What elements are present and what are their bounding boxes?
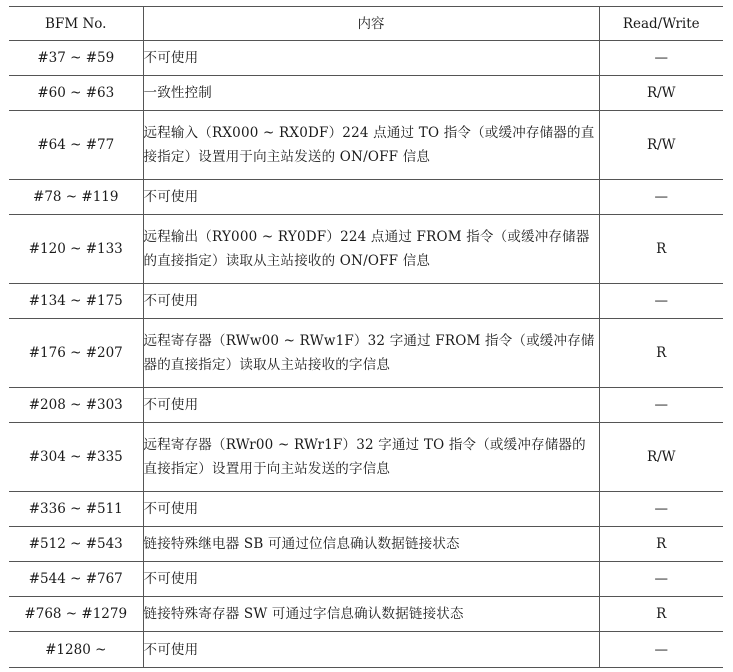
content-cell: 一致性控制 — [143, 76, 599, 111]
read-write-cell: R/W — [599, 111, 723, 180]
bfm-number-cell: #60 ~ #63 — [9, 76, 143, 111]
read-write-cell: R — [599, 319, 723, 388]
content-cell: 不可使用 — [143, 388, 599, 423]
content-cell: 远程输入（RX000 ~ RX0DF）224 点通过 TO 指令（或缓冲存储器的直接指定）设置用于向主站发送的 ON/OFF 信息 — [143, 111, 599, 180]
bfm-number-cell: #1280 ~ — [9, 632, 143, 668]
read-write-cell: R — [599, 215, 723, 284]
bfm-number-cell: #208 ~ #303 — [9, 388, 143, 423]
bfm-number-cell: #64 ~ #77 — [9, 111, 143, 180]
bfm-number-cell: #37 ~ #59 — [9, 41, 143, 76]
read-write-cell: — — [599, 41, 723, 76]
table-row — [9, 423, 723, 492]
table-row — [9, 492, 723, 527]
bfm-number-cell: #176 ~ #207 — [9, 319, 143, 388]
content-cell: 远程寄存器（RWw00 ~ RWw1F）32 字通过 FROM 指令（或缓冲存储器的直接指定）读取从主站接收的字信息 — [143, 319, 599, 388]
bfm-number-cell: #544 ~ #767 — [9, 562, 143, 597]
content-cell: 不可使用 — [143, 492, 599, 527]
table-row — [9, 527, 723, 562]
table-row — [9, 284, 723, 319]
read-write-cell: R/W — [599, 423, 723, 492]
header-bfm-no: BFM No. — [9, 7, 143, 41]
bfm-number-cell: #512 ~ #543 — [9, 527, 143, 562]
table-row — [9, 562, 723, 597]
table-row — [9, 632, 723, 668]
table-row — [9, 111, 723, 180]
content-cell: 链接特殊继电器 SB 可通过位信息确认数据链接状态 — [143, 527, 599, 562]
read-write-cell: R — [599, 527, 723, 562]
bfm-number-cell: #336 ~ #511 — [9, 492, 143, 527]
table-row — [9, 215, 723, 284]
bfm-number-cell: #78 ~ #119 — [9, 180, 143, 215]
read-write-cell: — — [599, 562, 723, 597]
content-cell: 不可使用 — [143, 180, 599, 215]
content-cell: 远程输出（RY000 ~ RY0DF）224 点通过 FROM 指令（或缓冲存储器的直接指定）读取从主站接收的 ON/OFF 信息 — [143, 215, 599, 284]
header-content: 内容 — [143, 7, 599, 41]
read-write-cell: — — [599, 492, 723, 527]
content-cell: 链接特殊寄存器 SW 可通过字信息确认数据链接状态 — [143, 597, 599, 632]
read-write-cell: — — [599, 180, 723, 215]
table-row — [9, 388, 723, 423]
content-cell: 不可使用 — [143, 41, 599, 76]
read-write-cell: — — [599, 284, 723, 319]
bfm-number-cell: #134 ~ #175 — [9, 284, 143, 319]
bfm-number-cell: #768 ~ #1279 — [9, 597, 143, 632]
bfm-number-cell: #304 ~ #335 — [9, 423, 143, 492]
table-row — [9, 180, 723, 215]
read-write-cell: R/W — [599, 76, 723, 111]
table-header-row — [9, 7, 723, 41]
bfm-table — [9, 6, 723, 668]
content-cell: 不可使用 — [143, 284, 599, 319]
content-cell: 不可使用 — [143, 632, 599, 668]
table-row — [9, 41, 723, 76]
table-row — [9, 76, 723, 111]
table-row — [9, 319, 723, 388]
bfm-number-cell: #120 ~ #133 — [9, 215, 143, 284]
header-read-write: Read/Write — [599, 7, 723, 41]
content-cell: 远程寄存器（RWr00 ~ RWr1F）32 字通过 TO 指令（或缓冲存储器的直接指定）设置用于向主站发送的字信息 — [143, 423, 599, 492]
read-write-cell: — — [599, 388, 723, 423]
table-row — [9, 597, 723, 632]
read-write-cell: R — [599, 597, 723, 632]
read-write-cell: — — [599, 632, 723, 668]
content-cell: 不可使用 — [143, 562, 599, 597]
